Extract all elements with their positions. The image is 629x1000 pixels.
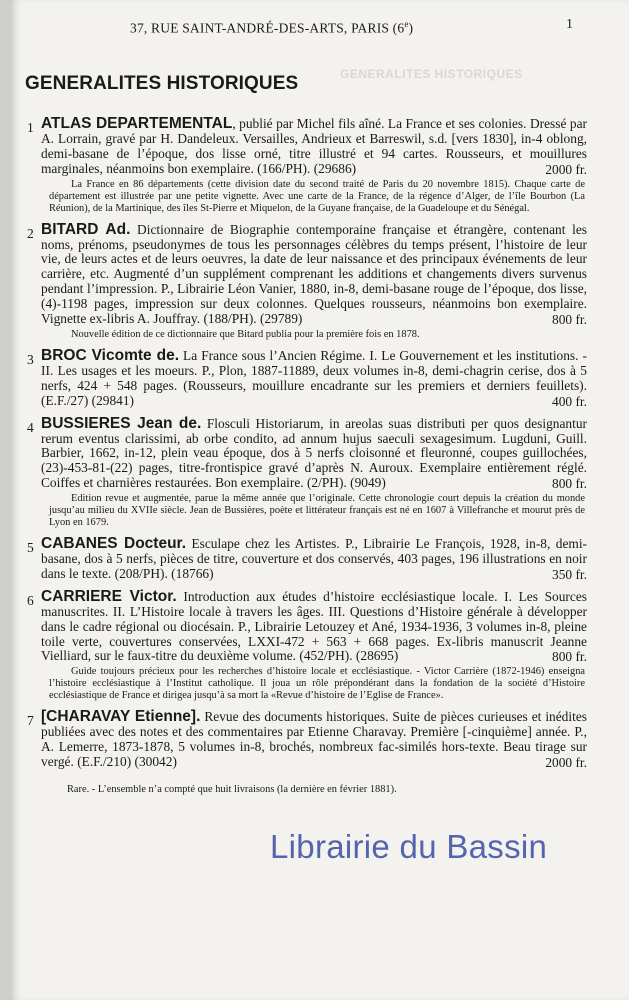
entry-text: Introduction aux études d’histoire ecclésiastique locale. I. Les Sources manuscrites. II. L’Histoire locale à travers les âges. III. Questions d’Histoire générale à développer dans le cadre régional ou diocésain. P., Librairie Letouzey et Ané, 1934-1936, 3 volumes in-8, pleine toile verte, couvertures conservées, LXXI-472 + 563 + 668 pages. Ex-libris manuscrit Jeanne Vielliard, sur le faux-titre du deuxième volume. (452/PH). (28695) [41, 588, 587, 664]
entry-number: 4 [27, 419, 34, 435]
entry-author: BUSSIERES Jean de. [41, 414, 202, 432]
entry-price: 350 fr. [552, 566, 587, 582]
entry-number: 3 [27, 351, 34, 367]
entry-text: Revue des documents historiques. Suite de pièces curieuses et inédites publiées avec des notes et des commentaires par Etienne Charavay. Première [-cinquième] année. P., A. Lemerre, 1873-1878, 5 volumes in-8, brochés, nombreux fac-similés hors-texte. Beau tirage sur vergé. (E.F./210) (30042) [41, 709, 587, 770]
watermark-logo: Librairie du Bassin [270, 828, 548, 865]
running-head-close: ) [408, 20, 414, 36]
entry-note: Guide toujours précieux pour les recherches d’histoire locale et ecclésiastique. - Victor Carrière (1872-1946) enseigna l’histoire ecclésiastique à l’Institut catholique. Il joua un rôle prépondérant dans la fondation de la société d’Histoire ecclésiastique de France et dirigea jusqu’à sa mort la «Revue d’histoire de l’Eglise de France». [49, 666, 585, 702]
catalogue-entry [27, 710, 587, 796]
entry-number: 1 [27, 120, 34, 135]
entry-note: Nouvelle édition de ce dictionnaire que Bitard publia pour la première fois en 1878. [71, 328, 420, 340]
entry-text: Dictionnaire de Biographie contemporaine française et étrangère, contenant les noms, prénoms, pseudonymes de tous les personnages célèbres du temps présent, l’histoire de leur vie, de leurs actes et de leurs oeuvres, la date de leur naissance et des principaux événements de leur carrière, etc. Augmenté d’un supplément comprenant les additions et changements divers survenus pendant l’impression. P., Librairie Léon Vanier, 1880, in-8, demi-basane rouge de l’époque, dos lisse, (4)-1198 pages, impression sur deux colonnes. Quelques rousseurs, néanmoins bon exemplaire. Vignette ex-libris A. Jouffray. (188/PH). (29789) [41, 221, 587, 327]
entry-number: 6 [27, 592, 34, 608]
entry-note: La France en 86 départements (cette division date du second traité de Paris du 20 novembre 1815). Chaque carte de département est illustrée par une petite vignette. Avec une carte de la France, de la régence d’Alger, de l’île Bourbon (La Réunion), de la Martinique, des îles St-Pierre et Miquelon, de la Guyane française, de la Guadeloupe et du Sénégal. [49, 178, 585, 214]
catalogue-page [10, 0, 629, 1000]
running-head-address: 37, RUE SAINT-ANDRÉ-DES-ARTS, PARIS (6 [130, 20, 405, 36]
entry-author: BITARD Ad. [41, 220, 131, 238]
show-through-text: GENERALITES HISTORIQUES [340, 67, 523, 81]
entry-price: 400 fr. [552, 393, 587, 409]
section-title: GENERALITES HISTORIQUES [25, 73, 299, 94]
entry-number: 5 [27, 540, 34, 556]
entry-number: 2 [27, 225, 34, 241]
closing-note: Rare. - L’ensemble n’a compté que huit livraisons (la dernière en février 1881). [67, 784, 397, 795]
entry-note: Edition revue et augmentée, parue la même année que l’originale. Cette chronologie court depuis la création du monde jusqu’au milieu du XVIIe siècle. Jean de Bussières, poète et littérateur français est né en 1607 à Villefranche et mourut près de Lyon en 1679. [49, 493, 585, 529]
catalogue-entry [27, 220, 587, 341]
catalogue-entry [27, 587, 587, 703]
entry-number: 7 [27, 713, 34, 729]
entry-author: [CHARAVAY Etienne]. [41, 708, 201, 726]
entry-text: , publié par Michel fils aîné. La France et ses colonies. Dressé par A. Lorrain, gravé par H. Dandeleux. Versailles, Andrieux et Barreswil, s.d. [vers 1830], in-4 oblong, demi-basane de l’époque, dos lisse orné, titre illustré et 94 cartes. Rousseurs, et mouillures marginales, néanmoins bon exemplaire. (166/PH). (29686) [41, 116, 588, 176]
running-head [130, 19, 413, 37]
catalogue-entry [27, 537, 587, 582]
catalogue-entry [27, 346, 587, 409]
entry-price: 800 fr. [552, 476, 587, 492]
entry-author: BROC Vicomte de. [41, 346, 180, 364]
entry-text: Flosculi Historiarum, in areolas suas distributi per quos designantur rerum eventus clarissimi, ab orbe condito, ad annum hujus saeculi sexagesimum. Lugduni, Guill. Barbier, 1662, in-12, plein veau époque, dos à 5 nerfs cloisonné et fleuronné, coupes guillochées, (23)-453-81-(22) pages, titre-frontispice gravé d’après N. Auroux. Exemplaire entièrement réglé. Coiffes et charnières restaurées. Bon exemplaire. (2/PH). (9049) [41, 415, 587, 491]
catalogue-entry [27, 117, 587, 215]
entry-price: 800 fr. [552, 649, 587, 665]
running-head-superscript: e [404, 19, 409, 29]
entry-author: ATLAS DEPARTEMENTAL [41, 115, 233, 132]
entry-author: CABANES Docteur. [41, 535, 187, 553]
entry-author: CARRIERE Victor. [41, 587, 177, 605]
entry-price: 2000 fr. [545, 161, 587, 177]
catalogue-entry [27, 414, 587, 530]
entry-price: 2000 fr. [545, 755, 587, 770]
entry-price: 800 fr. [552, 311, 587, 327]
entry-text: Esculape chez les Artistes. P., Librairie Le François, 1928, in-8, demi-basane, dos à 5 nerfs, pièces de titre, couverture et dos conservés, 403 pages, 196 illustrations en noir dans le texte. (208/PH). (18766) [41, 536, 588, 581]
entry-text: La France sous l’Ancien Régime. I. Le Gouvernement et les institutions. - II. Les usages et les moeurs. P., Plon, 1887-11889, deux volumes in-8, demi-chagrin cerise, dos à 5 nerfs, 424 + 548 pages. (Rousseurs, mouillure encadrante sur les premiers et derniers feuillets). (E.F./27) (29841) [41, 347, 587, 408]
page-number: 1 [566, 17, 573, 32]
entry-list [27, 117, 587, 804]
entry-body [41, 220, 587, 327]
